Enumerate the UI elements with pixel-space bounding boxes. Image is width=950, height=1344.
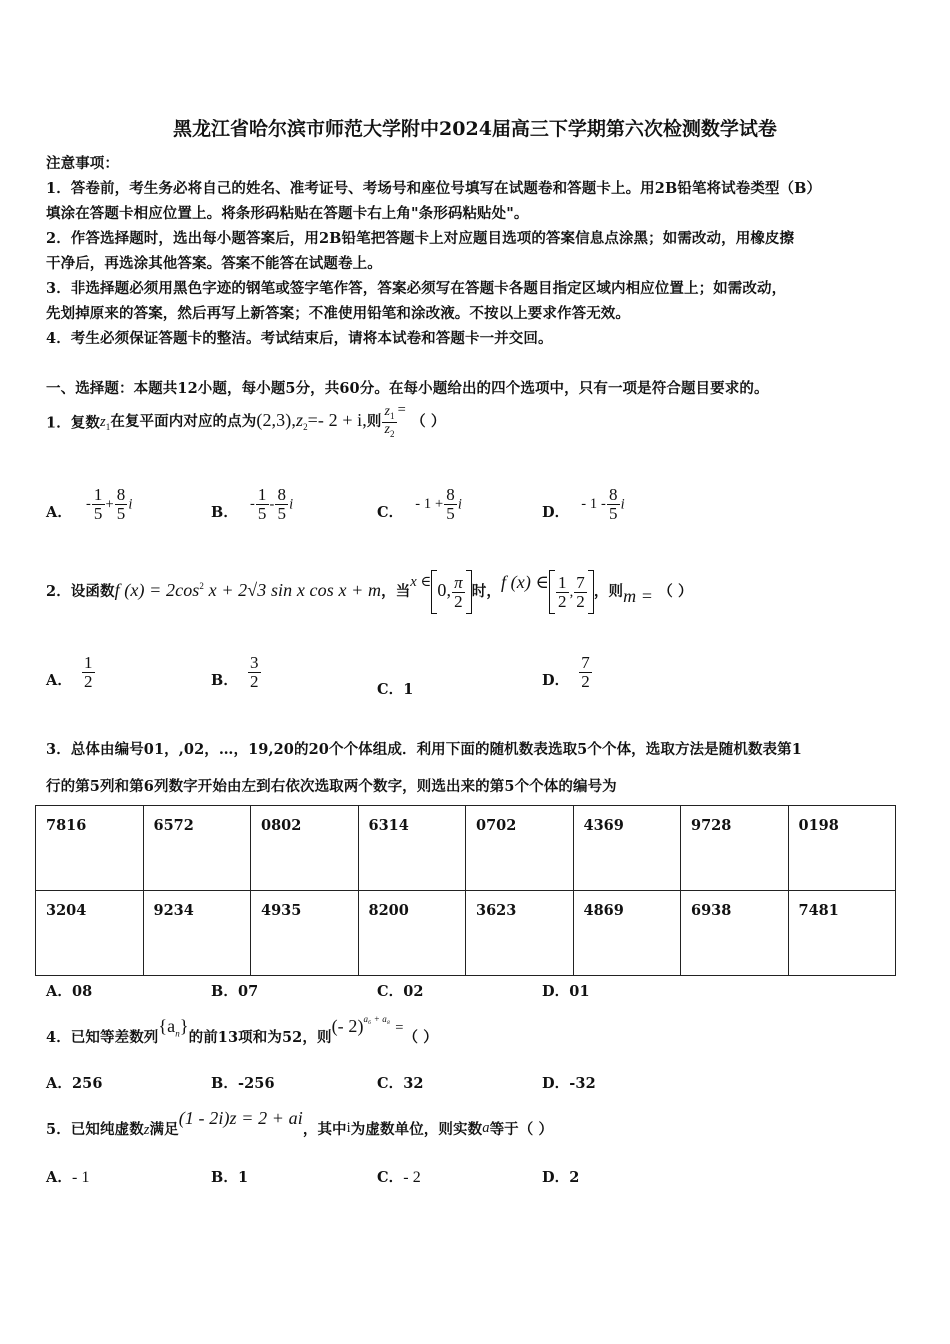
q2-option-a[interactable]: A． $\frac{1}{2}$ xyxy=(46,653,93,691)
page-title: 黑龙江省哈尔滨市师范大学附中2024届高三下学期第六次检测数学试卷 xyxy=(173,118,777,140)
table-cell: 9234 xyxy=(143,891,251,976)
q2-option-c[interactable]: C．1 xyxy=(377,681,414,698)
note-3-line-2: 先划掉原来的答案，然后再写上新答案；不准使用铅笔和涂改液。不按以上要求作答无效。 xyxy=(46,305,630,322)
q3-option-b[interactable]: B．07 xyxy=(211,983,259,1000)
q5-option-a[interactable]: A．- 1 xyxy=(46,1169,90,1186)
table-cell: 3204 xyxy=(36,891,144,976)
q1-option-a[interactable]: A． - $\frac{1}{5}$ + $\frac{8}{5}$ i xyxy=(46,485,133,523)
q4-option-c[interactable]: C．32 xyxy=(377,1075,424,1092)
q3-option-a[interactable]: A．08 xyxy=(46,983,93,1000)
q4-option-a[interactable]: A．256 xyxy=(46,1075,103,1092)
notes-heading: 注意事项： xyxy=(46,155,119,172)
section-1-heading: 一、选择题：本题共12小题，每小题5分，共60分。在每小题给出的四个选项中，只有一项是符合题目要求的。 xyxy=(46,380,769,397)
note-1-line-1: 1．答卷前，考生务必将自己的姓名、准考证号、考场号和座位号填写在试题卷和答题卡上。用2B铅笔将试卷类型（B） xyxy=(46,180,822,197)
table-cell: 7481 xyxy=(788,891,896,976)
table-cell: 4935 xyxy=(251,891,359,976)
q1-option-c[interactable]: C． - 1 + $\frac{8}{5}$ i xyxy=(377,485,463,523)
q3-option-c[interactable]: C．02 xyxy=(377,983,424,1000)
note-2-line-1: 2．作答选择题时，选出每小题答案后，用2B铅笔把答题卡上对应题目选项的答案信息点涂黑；如需改动，用橡皮擦 xyxy=(46,230,795,247)
q2-option-d[interactable]: D． $\frac{7}{2}$ xyxy=(542,653,590,691)
table-cell: 8200 xyxy=(358,891,466,976)
note-4: 4．考生必须保证答题卡的整洁。考试结束后，请将本试卷和答题卡一并交回。 xyxy=(46,330,553,347)
table-cell: 7816 xyxy=(36,806,144,891)
table-cell: 4869 xyxy=(573,891,681,976)
table-cell: 3623 xyxy=(466,891,574,976)
random-number-table xyxy=(35,805,896,976)
q5-option-b[interactable]: B．1 xyxy=(211,1169,249,1186)
note-1-line-2: 填涂在答题卡相应位置上。将条形码粘贴在答题卡右上角"条形码粘贴处"。 xyxy=(46,205,529,222)
table-row xyxy=(36,806,896,891)
q3-option-d[interactable]: D．01 xyxy=(542,983,590,1000)
table-cell: 6938 xyxy=(681,891,789,976)
table-cell: 6572 xyxy=(143,806,251,891)
q5-option-c[interactable]: C．- 2 xyxy=(377,1169,421,1186)
question-1: 1．复数$z_1$在复平面内对应的点为$(2,3),z_2=-$ 2 + i,则 $\frac{z_1}{z_2}$ = （ ） xyxy=(46,402,446,439)
table-cell: 9728 xyxy=(681,806,789,891)
q4-option-d[interactable]: D．-32 xyxy=(542,1075,596,1092)
table-cell: 0198 xyxy=(788,806,896,891)
q1-option-b[interactable]: B． - $\frac{1}{5}$ - $\frac{8}{5}$ i xyxy=(211,485,294,523)
question-2: 2．设函数f $(x) = 2\cos^2$ x + 2√3 sin x cos x + m，当x ∈ 0, $\frac{\pi}{2}$ 时，f (x) ∈ $\frac{1}{2}$ , $\frac{7}{2}$ ，则m = （ ） xyxy=(46,570,693,614)
question-5: 5．已知纯虚数z满足(1 - 2i)z = 2 + ai，其中i为虚数单位，则实数a等于（ ） xyxy=(46,1108,554,1138)
q4-option-b[interactable]: B．-256 xyxy=(211,1075,275,1092)
q5-option-d[interactable]: D．2 xyxy=(542,1169,580,1186)
table-row xyxy=(36,891,896,976)
q2-option-b[interactable]: B． $\frac{3}{2}$ xyxy=(211,653,259,691)
table-cell: 0702 xyxy=(466,806,574,891)
q1-option-d[interactable]: D． - 1 - $\frac{8}{5}$ i xyxy=(542,485,625,523)
question-4: 4．已知等差数列$\{a_n\}$的前13项和为52，则(- 2)$^{a_6 + a_8}$ =（ ） xyxy=(46,1014,438,1046)
question-3-line-1: 3．总体由编号01，,02，…，19,20的20个个体组成．利用下面的随机数表选取5个个体，选取方法是随机数表第1 xyxy=(46,741,802,758)
table-cell: 6314 xyxy=(358,806,466,891)
note-3-line-1: 3．非选择题必须用黑色字迹的钢笔或签字笔作答，答案必须写在答题卡各题目指定区域内相应位置上；如需改动， xyxy=(46,280,787,297)
table-cell: 4369 xyxy=(573,806,681,891)
table-cell: 0802 xyxy=(251,806,359,891)
question-3-line-2: 行的第5列和第6列数字开始由左到右依次选取两个数字，则选出来的第5个个体的编号为 xyxy=(46,778,617,795)
note-2-line-2: 干净后，再选涂其他答案。答案不能答在试题卷上。 xyxy=(46,255,382,272)
